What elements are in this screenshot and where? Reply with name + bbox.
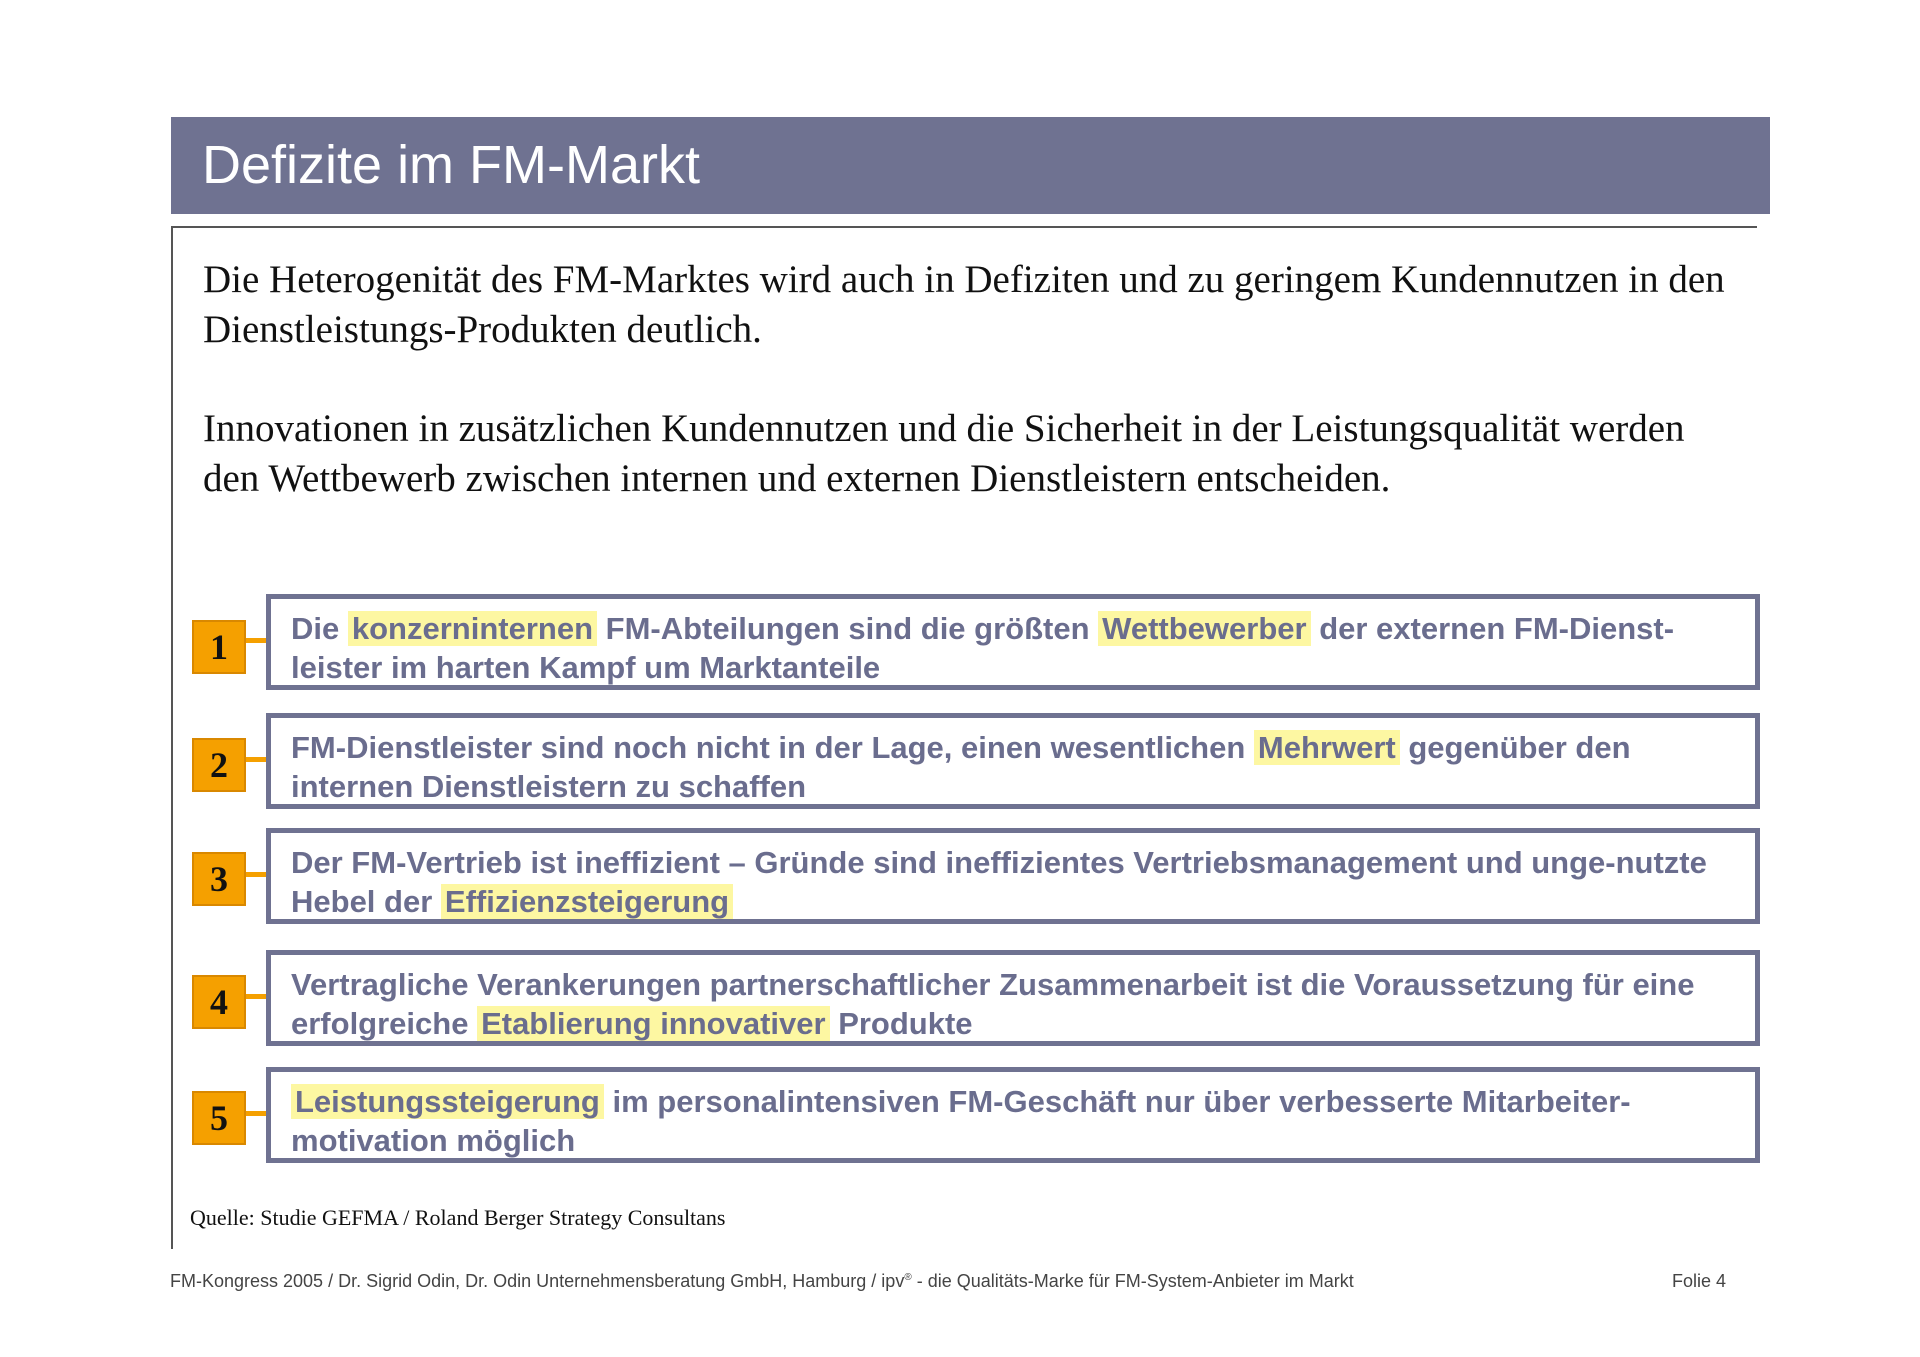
slide-title: Defizite im FM-Markt xyxy=(202,135,700,195)
highlight-term: konzerninternen xyxy=(348,611,597,646)
source-note: Quelle: Studie GEFMA / Roland Berger Strategy Consultans xyxy=(190,1205,726,1230)
registered-mark: ® xyxy=(904,1272,912,1283)
badge-connector xyxy=(246,1111,266,1116)
text-segment: der externen FM-Dienst-leister im harten Kampf um Marktanteile xyxy=(291,611,1675,685)
footer-text xyxy=(170,1271,1354,1292)
badge-connector xyxy=(246,638,266,643)
item-number-badge: 2 xyxy=(192,738,246,792)
highlight-term: Wettbewerber xyxy=(1098,611,1310,646)
badge-connector xyxy=(246,757,266,762)
intro-paragraph-1: Die Heterogenität des FM-Marktes wird auch in Defiziten und zu geringem Kundennutzen in den Dienstleistungs-Produkten deutlich. xyxy=(203,258,1725,351)
text-segment: im personalintensiven FM-Geschäft nur über verbesserte Mitarbeiter-motivation möglich xyxy=(291,1084,1631,1158)
item-text xyxy=(291,965,1741,1043)
deficit-item-5 xyxy=(266,1067,1760,1163)
badge-connector xyxy=(246,872,266,877)
deficit-item-4 xyxy=(266,950,1760,1046)
text-segment: gegenüber den internen Dienstleistern zu schaffen xyxy=(291,730,1631,804)
highlight-term: Mehrwert xyxy=(1254,730,1400,765)
item-number-badge: 4 xyxy=(192,975,246,1029)
frame-left-line xyxy=(171,226,173,1249)
title-bar xyxy=(171,117,1770,214)
item-number-badge: 5 xyxy=(192,1091,246,1145)
item-text xyxy=(291,728,1741,806)
deficit-item-2 xyxy=(266,713,1760,809)
text-segment: FM-Abteilungen sind die größten xyxy=(597,611,1099,646)
item-text xyxy=(291,843,1741,921)
item-text xyxy=(291,609,1741,687)
highlight-term: Leistungssteigerung xyxy=(291,1084,604,1119)
footer-segment: - die Qualitäts-Marke für FM-System-Anbieter im Markt xyxy=(911,1271,1354,1291)
text-segment: Produkte xyxy=(829,1006,973,1041)
item-number-badge: 3 xyxy=(192,852,246,906)
intro-paragraph-2: Innovationen in zusätzlichen Kundennutzen und die Sicherheit in der Leistungsqualität werden den Wettbewerb zwischen internen und externen Dienstleistern entscheiden. xyxy=(203,407,1685,500)
highlight-term: Effizienzsteigerung xyxy=(441,884,733,919)
deficit-item-1 xyxy=(266,594,1760,690)
item-text xyxy=(291,1082,1741,1160)
text-segment: Vertragliche Verankerungen partnerschaftlicher Zusammenarbeit ist die Voraussetzung für eine erfolgreiche xyxy=(291,967,1695,1041)
text-segment: Die xyxy=(291,611,348,646)
frame-top-line xyxy=(171,226,1757,228)
text-segment: Der FM-Vertrieb ist ineffizient – Gründe sind ineffizientes Vertriebsmanagement und unge-nutzte Hebel der xyxy=(291,845,1707,919)
highlight-term: Etablierung innovativer xyxy=(477,1006,830,1041)
text-segment: FM-Dienstleister sind noch nicht in der Lage, einen wesentlichen xyxy=(291,730,1254,765)
item-number-badge: 1 xyxy=(192,620,246,674)
deficit-item-3 xyxy=(266,828,1760,924)
footer-segment: FM-Kongress 2005 / Dr. Sigrid Odin, Dr. Odin Unternehmensberatung GmbH, Hamburg / ipv xyxy=(170,1271,905,1291)
slide-number: Folie 4 xyxy=(1672,1271,1727,1291)
badge-connector xyxy=(246,994,266,999)
